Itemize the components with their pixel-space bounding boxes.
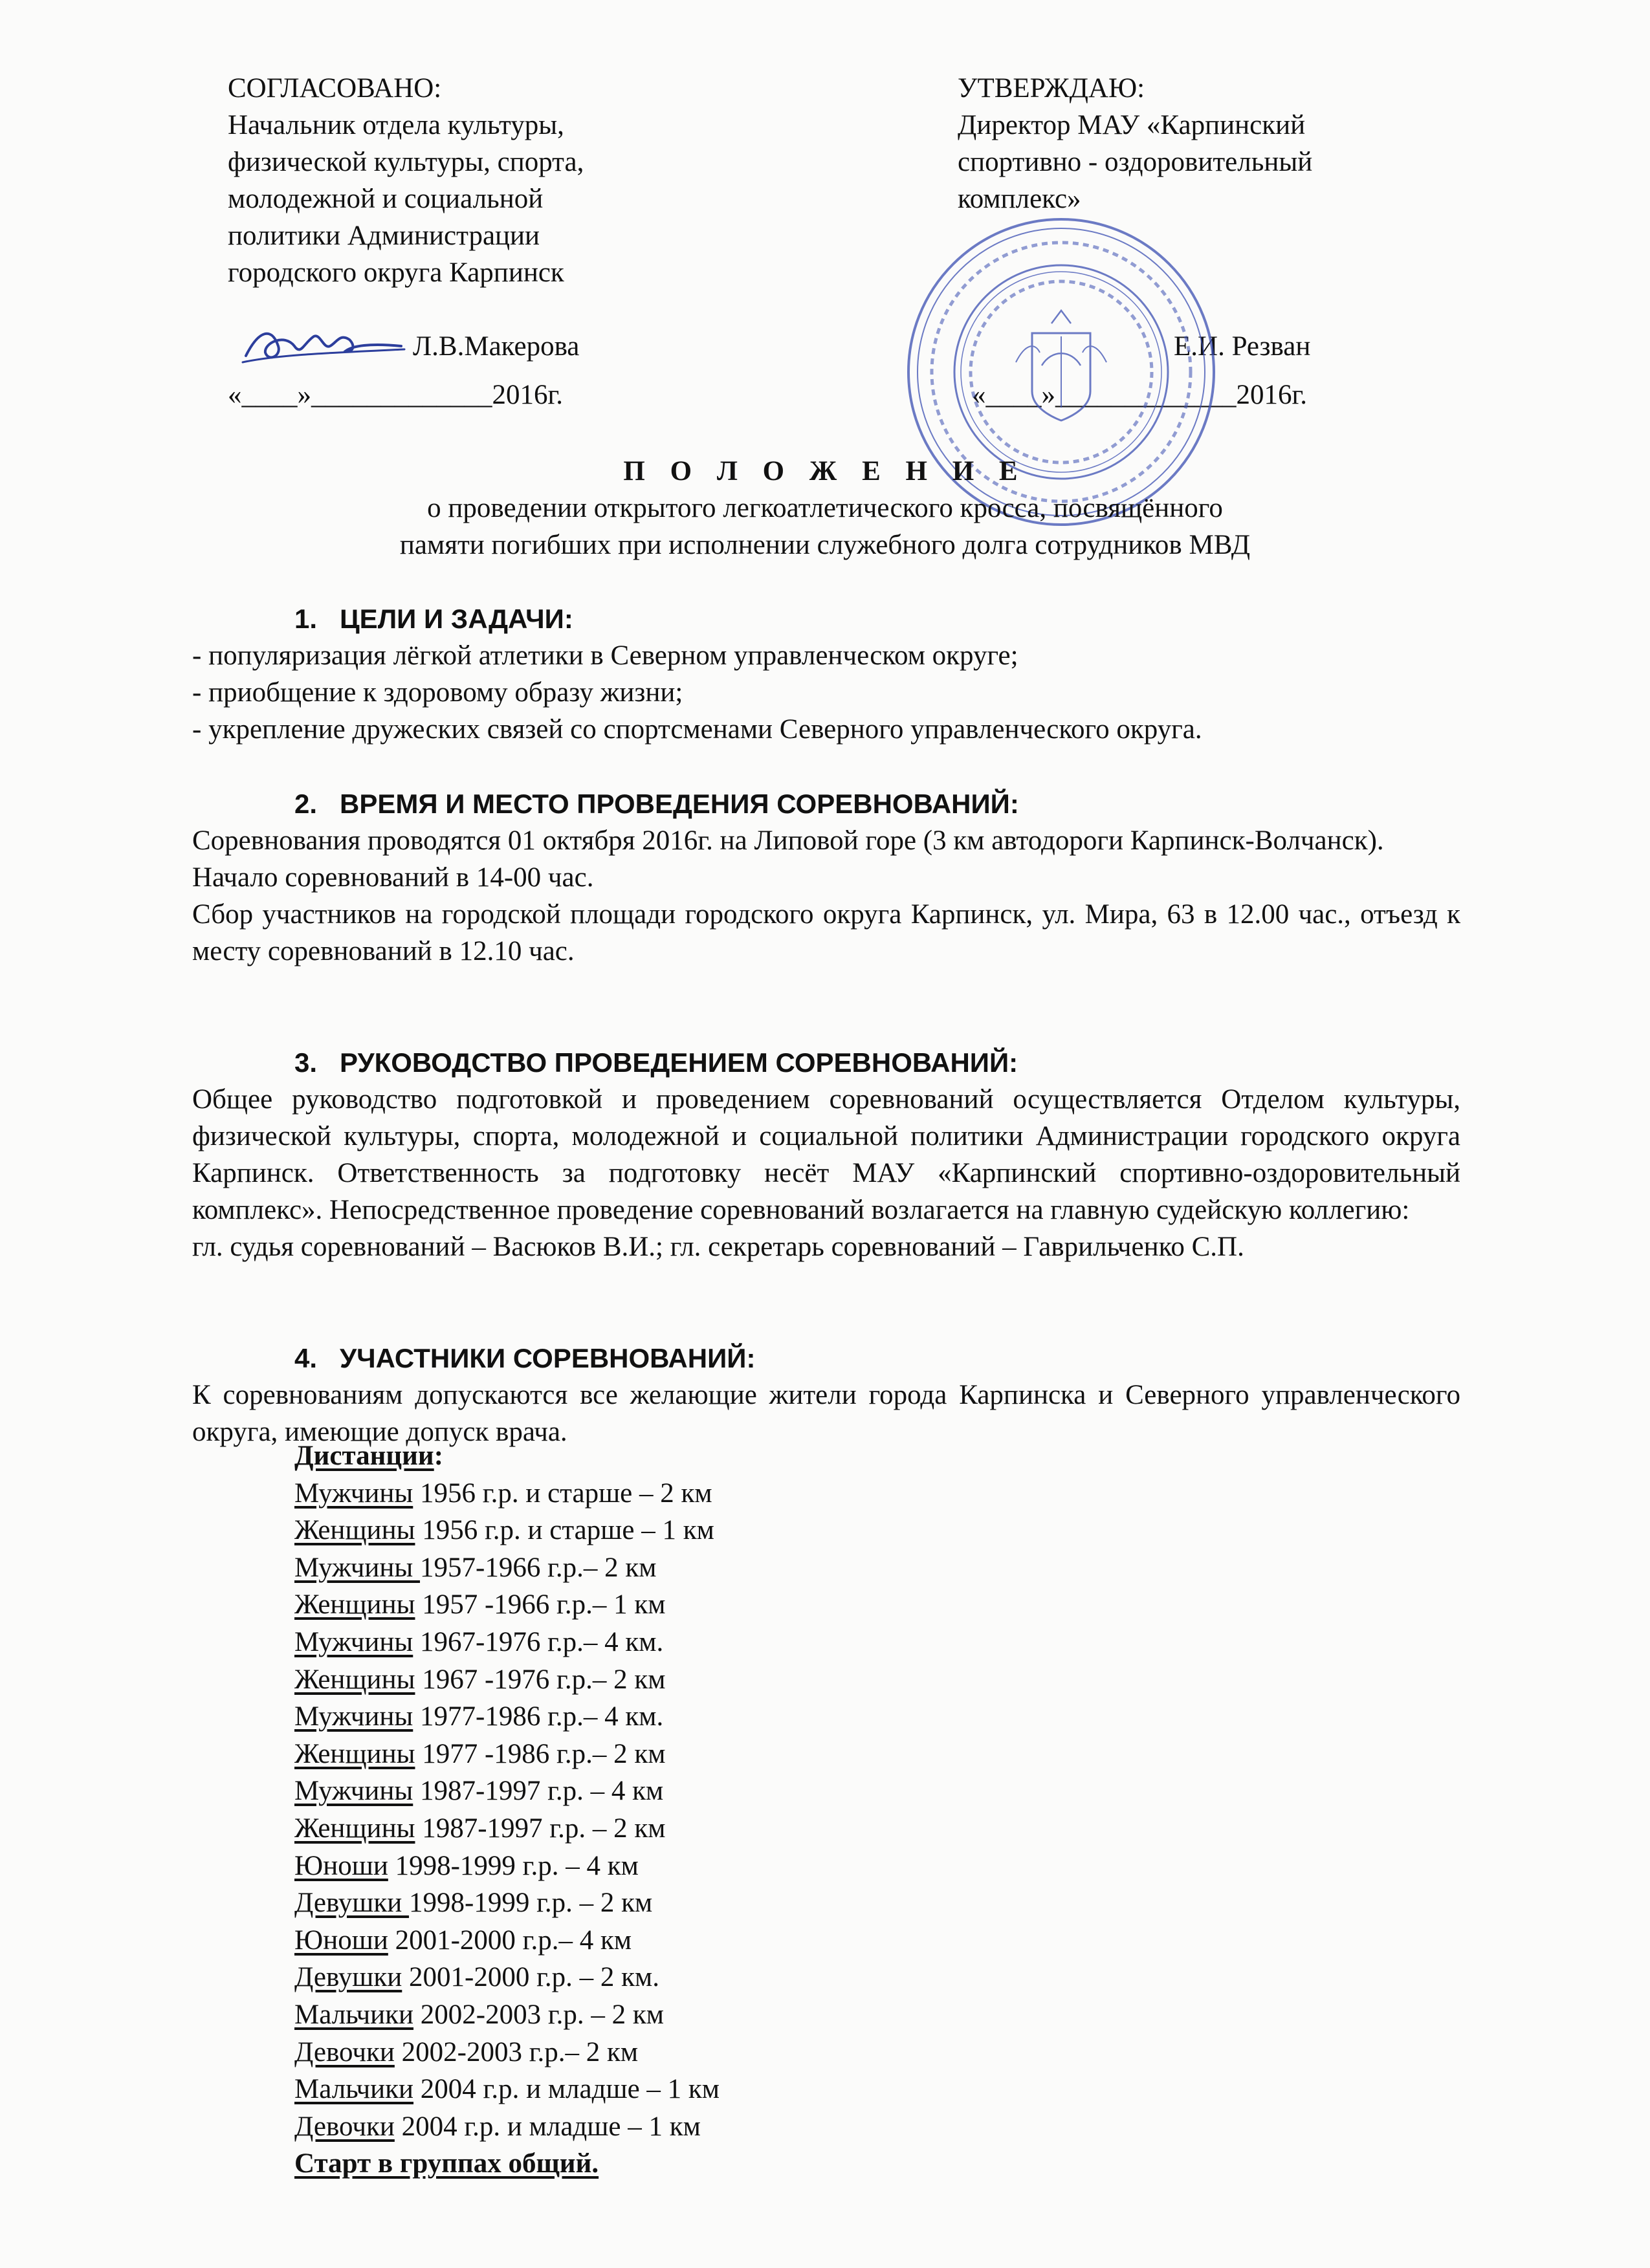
- agreed-line: физической культуры, спорта,: [228, 147, 584, 177]
- list-item: Мужчины 1957-1966 г.р.– 2 км: [294, 1552, 657, 1583]
- goal-item: - популяризация лёгкой атлетики в Северном управленческом округе;: [192, 640, 1018, 671]
- list-item: Девочки 2004 г.р. и младше – 1 км: [294, 2111, 701, 2142]
- document-title: П О Л О Ж Е Н И Е: [623, 456, 1027, 486]
- approved-heading: УТВЕРЖДАЮ:: [958, 73, 1145, 104]
- goal-item: - укрепление дружеских связей со спортсменами Северного управленческого округа.: [192, 714, 1202, 745]
- agreed-line: молодежной и социальной: [228, 184, 544, 214]
- list-item: Мальчики 2004 г.р. и младше – 1 км: [294, 2074, 720, 2105]
- section-body-time-place: [192, 822, 1460, 970]
- list-item: Мужчины 1967-1976 г.р.– 4 км.: [294, 1626, 664, 1657]
- list-item: Женщины 1956 г.р. и старше – 1 км: [294, 1515, 714, 1546]
- section-title: ЦЕЛИ И ЗАДАЧИ:: [340, 604, 573, 634]
- agreed-line: Начальник отдела культуры,: [228, 110, 564, 140]
- agreed-date-line: «____»_____________2016г.: [228, 380, 564, 410]
- section-title: ВРЕМЯ И МЕСТО ПРОВЕДЕНИЯ СОРЕВНОВАНИЙ:: [340, 789, 1019, 819]
- section-number: 3.: [294, 1047, 318, 1078]
- paragraph: Сбор участников на городской площади городского округа Карпинск, ул. Мира, 63 в 12.00 час., отъезд к месту соревнований в 12.10 час.: [192, 899, 1460, 966]
- section-number: 2.: [294, 789, 318, 819]
- approved-line: спортивно - оздоровительный: [958, 147, 1313, 177]
- list-item: Женщины 1987-1997 г.р. – 2 км: [294, 1813, 666, 1844]
- approved-date-line: «____»_____________2016г.: [972, 380, 1308, 410]
- agreed-signer: Л.В.Макерова: [413, 331, 580, 362]
- section-title: УЧАСТНИКИ СОРЕВНОВАНИЙ:: [340, 1343, 756, 1373]
- list-item: Женщины 1957 -1966 г.р.– 1 км: [294, 1589, 666, 1620]
- handwritten-signature: [239, 317, 408, 375]
- paragraph: гл. судья соревнований – Васюков В.И.; гл. секретарь соревнований – Гаврильченко С.П.: [192, 1232, 1244, 1262]
- list-item: Юноши 1998-1999 г.р. – 4 км: [294, 1850, 639, 1881]
- goal-item: - приобщение к здоровому образу жизни;: [192, 677, 683, 708]
- paragraph: Соревнования проводятся 01 октября 2016г. на Липовой горе (3 км автодороги Карпинск-Волчанск).: [192, 825, 1384, 856]
- list-item: Юноши 2001-2000 г.р.– 4 км: [294, 1925, 632, 1956]
- list-item: Мальчики 2002-2003 г.р. – 2 км: [294, 1999, 664, 2030]
- approved-signer: Е.И. Резван: [1174, 331, 1311, 362]
- list-item: Мужчины 1987-1997 г.р. – 4 км: [294, 1776, 664, 1807]
- document-subtitle-line: о проведении открытого легкоатлетического кросса, посвящённого: [427, 493, 1223, 523]
- agreed-line: политики Администрации: [228, 221, 540, 251]
- list-item: Женщины 1977 -1986 г.р.– 2 км: [294, 1738, 666, 1769]
- list-item: Девушки 1998-1999 г.р. – 2 км: [294, 1888, 653, 1919]
- agreed-line: городского округа Карпинск: [228, 257, 564, 288]
- section-heading-management: [294, 1044, 1018, 1081]
- section-heading-time-place: [294, 785, 1019, 822]
- section-number: 1.: [294, 604, 318, 634]
- paragraph: Общее руководство подготовкой и проведением соревнований осуществляется Отделом культуры, физической культуры, спорта, молодежной и социальной политики Администрации городского округа Карпинск. Ответственность за подготовку несёт МАУ «Карпинский спортивно-оздоровительный комплекс». Непосредственное проведение соревнований возлагается на главную судейскую коллегию:: [192, 1084, 1460, 1225]
- list-item: Мужчины 1956 г.р. и старше – 2 км: [294, 1477, 712, 1509]
- approved-line: комплекс»: [958, 184, 1081, 214]
- section-heading-participants: [294, 1340, 755, 1377]
- list-item: Девочки 2002-2003 г.р.– 2 км: [294, 2036, 639, 2067]
- list-item: Девушки 2001-2000 г.р. – 2 км.: [294, 1962, 660, 1993]
- distances-heading: Дистанции:: [294, 1441, 444, 1471]
- section-heading-goals: [294, 600, 573, 637]
- section-number: 4.: [294, 1343, 318, 1373]
- agreed-heading: СОГЛАСОВАНО:: [228, 73, 442, 104]
- document-title-block: [0, 453, 1650, 563]
- approved-line: Директор МАУ «Карпинский: [958, 110, 1306, 140]
- paragraph: К соревнованиям допускаются все желающие жители города Карпинска и Северного управленческого округа, имеющие допуск врача.: [192, 1380, 1460, 1447]
- document-subtitle-line: памяти погибших при исполнении служебного долга сотрудников МВД: [399, 530, 1251, 560]
- list-item: Мужчины 1977-1986 г.р.– 4 км.: [294, 1701, 664, 1732]
- list-item: Женщины 1967 -1976 г.р.– 2 км: [294, 1664, 666, 1695]
- paragraph: Начало соревнований в 14-00 час.: [192, 862, 594, 893]
- start-note: Старт в группах общий.: [294, 2148, 599, 2179]
- section-body-goals: [192, 637, 1460, 748]
- section-body-management: [192, 1081, 1460, 1265]
- distances-list: [294, 1437, 720, 2183]
- section-title: РУКОВОДСТВО ПРОВЕДЕНИЕМ СОРЕВНОВАНИЙ:: [340, 1047, 1018, 1078]
